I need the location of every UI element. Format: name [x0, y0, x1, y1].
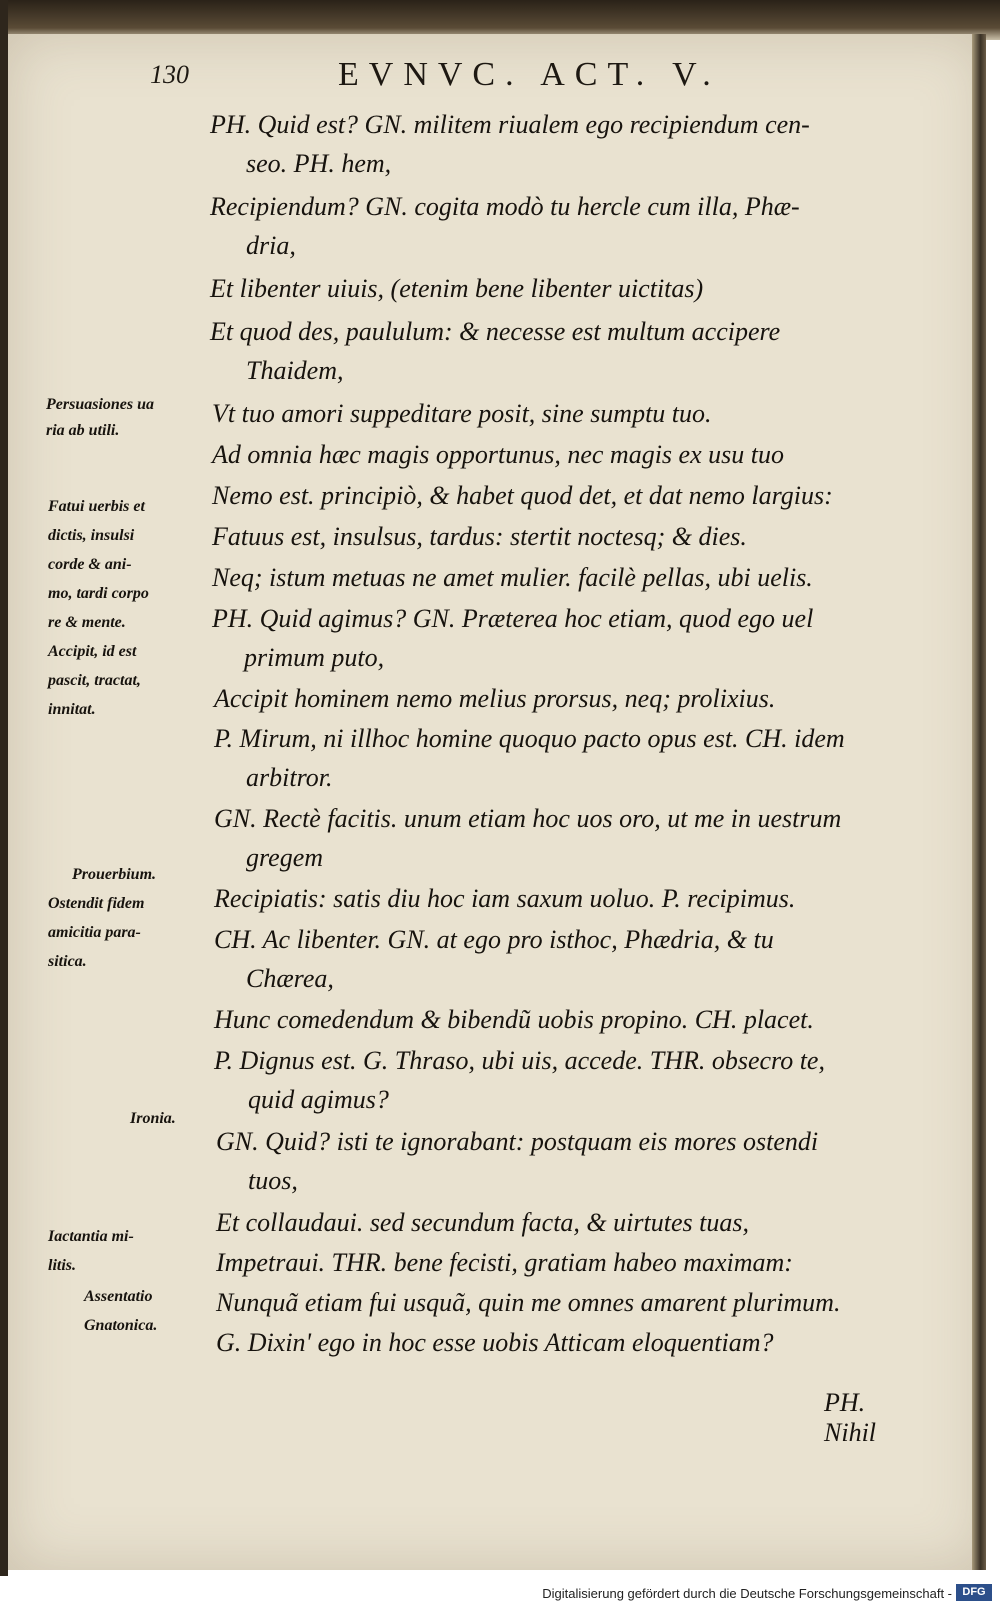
- page-header: [0, 56, 1000, 96]
- text-line: Recipiatis: satis diu hoc iam saxum uoluo. P. recipimus.: [214, 884, 796, 913]
- text-line: Impetraui. THR. bene fecisti, gratiam habeo maximam:: [216, 1248, 793, 1277]
- catchword: PH. Nihil: [824, 1388, 877, 1447]
- text-line: tuos,: [248, 1166, 298, 1195]
- text-line: P. Mirum, ni illhoc homine quoquo pacto opus est. CH. idem: [214, 724, 845, 753]
- text-line: primum puto,: [244, 643, 385, 672]
- text-line: Nunquã etiam fui usquã, quin me omnes amarent plurimum.: [216, 1288, 841, 1317]
- margin-note: Gnatonica.: [84, 1317, 158, 1334]
- text-line: GN. Quid? isti te ignorabant: postquam eis mores ostendi: [216, 1127, 819, 1156]
- text-line: dria,: [246, 231, 296, 260]
- text-line: Et quod des, paululum: & necesse est multum accipere: [210, 317, 781, 346]
- margin-note: pascit, tractat,: [48, 672, 141, 689]
- text-line: Neq; istum metuas ne amet mulier. facilè pellas, ubi uelis.: [212, 563, 813, 592]
- margin-note: Persuasiones ua: [46, 396, 155, 413]
- margin-note: Iactantia mi-: [48, 1228, 134, 1245]
- text-line: G. Dixin' ego in hoc esse uobis Atticam eloquentiam?: [216, 1328, 774, 1357]
- margin-note: re & mente.: [48, 614, 126, 631]
- text-line: Et libenter uiuis, (etenim bene libenter uictitas): [210, 274, 704, 303]
- page-number: 130: [150, 60, 189, 89]
- margin-note: Ostendit fidem: [48, 895, 145, 912]
- text-line: Recipiendum? GN. cogita modò tu hercle cum illa, Phæ-: [210, 192, 800, 221]
- text-line: arbitror.: [246, 763, 333, 792]
- running-title: EVNVC. ACT. V.: [338, 56, 721, 93]
- margin-note: corde & ani-: [48, 556, 132, 573]
- margin-note: mo, tardi corpo: [48, 585, 149, 602]
- digitization-footer: [0, 1576, 1000, 1613]
- margin-note: amicitia para-: [48, 924, 141, 941]
- text-line: Fatuus est, insulsus, tardus: stertit noctesq; & dies.: [212, 522, 747, 551]
- text-line: PH. Quid agimus? GN. Præterea hoc etiam, quod ego uel: [212, 604, 814, 633]
- text-line: PH. Quid est? GN. militem riualem ego recipiendum cen-: [210, 110, 810, 139]
- text-line: Hunc comedendum & bibendũ uobis propino. CH. placet.: [214, 1005, 814, 1034]
- footer-credit: Digitalisierung gefördert durch die Deutsche Forschungsgemeinschaft -: [542, 1586, 952, 1601]
- margin-note: ria ab utili.: [46, 422, 120, 439]
- text-line: Nemo est. principiò, & habet quod det, et dat nemo largius:: [212, 481, 833, 510]
- margin-note: Assentatio: [84, 1288, 153, 1305]
- margin-note: litis.: [48, 1257, 77, 1274]
- margin-note: innitat.: [48, 701, 96, 718]
- text-line: Accipit hominem nemo melius prorsus, neq; prolixius.: [214, 684, 776, 713]
- text-line: quid agimus?: [248, 1085, 389, 1114]
- text-line: gregem: [246, 843, 324, 872]
- book-left-edge: [0, 0, 8, 1613]
- text-line: seo. PH. hem,: [246, 149, 392, 178]
- text-line: P. Dignus est. G. Thraso, ubi uis, accede. THR. obsecro te,: [214, 1046, 825, 1075]
- margin-note: Fatui uerbis et: [48, 498, 145, 515]
- book-spine-edge: [972, 34, 986, 1570]
- text-line: GN. Rectè facitis. unum etiam hoc uos oro, ut me in uestrum: [214, 804, 842, 833]
- margin-note: dictis, insulsi: [48, 527, 135, 544]
- text-line: Et collaudaui. sed secundum facta, & uirtutes tuas,: [216, 1208, 749, 1237]
- margin-note: Ironia.: [130, 1110, 176, 1127]
- text-line: Chærea,: [246, 964, 334, 993]
- text-line: Vt tuo amori suppeditare posit, sine sumptu tuo.: [212, 399, 712, 428]
- margin-note: Accipit, id est: [48, 643, 137, 660]
- text-line: CH. Ac libenter. GN. at ego pro isthoc, Phædria, & tu: [214, 925, 774, 954]
- margin-note: sitica.: [48, 953, 87, 970]
- text-line: Ad omnia hæc magis opportunus, nec magis ex usu tuo: [212, 440, 784, 469]
- margin-note: Prouerbium.: [72, 866, 157, 883]
- text-line: Thaidem,: [246, 356, 344, 385]
- dfg-logo: DFG: [956, 1584, 992, 1601]
